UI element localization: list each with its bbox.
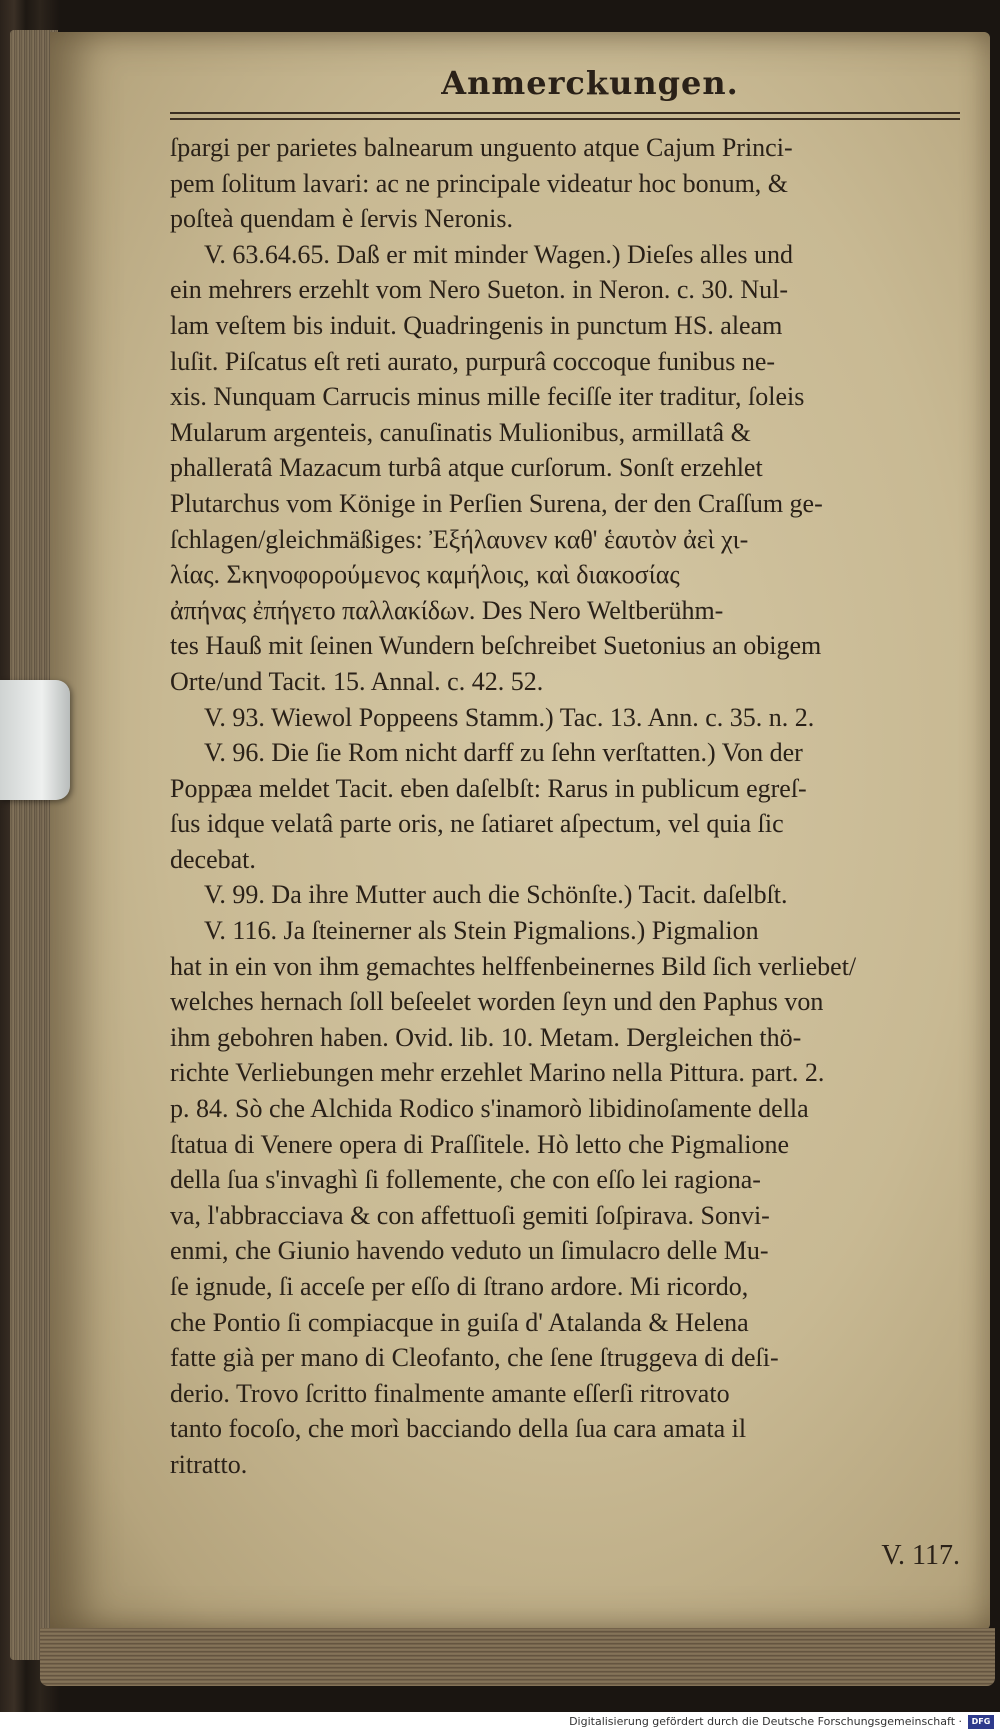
text-line: welches hernach ſoll beſeelet worden ſeyn und den Paphus von — [170, 987, 824, 1017]
text-line: V. 116. Ja ſteinerner als Stein Pigmalions.) Pigmalion — [204, 916, 759, 946]
text-line: fatte già per mano di Cleofanto, che ſene ſtruggeva di deſi- — [170, 1343, 779, 1373]
text-lines — [170, 130, 970, 1483]
text-line: va, l'abbracciava & con affettuoſi gemiti ſoſpirava. Sonvi- — [170, 1200, 770, 1230]
text-line: Poppæa meldet Tacit. eben daſelbſt: Rarus in publicum egreſ- — [170, 773, 807, 803]
header-rule — [170, 112, 960, 120]
text-line: derio. Trovo ſcritto finalmente amante eſſerſi ritrovato — [170, 1378, 730, 1408]
text-line: V. 63.64.65. Daß er mit minder Wagen.) Dieſes alles und — [204, 239, 794, 269]
text-line: ſtatua di Venere opera di Praſſitele. Hò letto che Pigmalione — [170, 1129, 789, 1159]
text-line: ſus idque velatâ parte oris, ne ſatiaret aſpectum, vel quia ſic — [170, 809, 784, 839]
text-line: xis. Nunquam Carrucis minus mille feciſſe iter traditur, ſoleis — [170, 382, 805, 412]
clip-tab — [0, 680, 70, 800]
text-line: ſpargi per parietes balnearum unguento atque Cajum Princi- — [170, 133, 793, 162]
text-line: ein mehrers erzehlt vom Nero Sueton. in Neron. c. 30. Nul- — [170, 275, 789, 305]
page-stack-bottom — [40, 1628, 995, 1686]
text-line: decebat. — [170, 844, 256, 874]
text-line: tanto focoſo, che morì bacciando della ſua cara amata il — [170, 1414, 747, 1444]
text-line: hat in ein von ihm gemachtes helffenbeinernes Bild ſich verliebet/ — [170, 951, 857, 981]
digitization-footer — [0, 1712, 1000, 1732]
text-line: Plutarchus vom Könige in Perſien Surena, der den Craſſum ge- — [170, 488, 823, 518]
catchword: V. 117. — [881, 1540, 960, 1571]
text-line: che Pontio ſi compiacque in guiſa d' Atalanda & Helena — [170, 1307, 749, 1337]
text-line: Mularum argenteis, canuſinatis Mulionibus, armillatâ & — [170, 417, 751, 447]
text-line: Orte/und Tacit. 15. Annal. c. 42. 52. — [170, 666, 544, 696]
text-line: lam veſtem bis induit. Quadringenis in punctum HS. aleam — [170, 310, 783, 340]
text-line: p. 84. Sò che Alchida Rodico s'inamorò libidinoſamente della — [170, 1094, 809, 1124]
text-line: tes Hauß mit ſeinen Wundern beſchreibet Suetonius an obigem — [170, 631, 822, 661]
text-line: poſteà quendam è ſervis Neronis. — [170, 204, 513, 234]
text-line: V. 99. Da ihre Mutter auch die Schönſte.) Tacit. daſelbſt. — [204, 880, 788, 910]
page-text — [170, 60, 970, 1483]
text-line: richte Verliebungen mehr erzehlet Marino nella Pittura. part. 2. — [170, 1058, 825, 1088]
text-line: pem ſolitum lavari: ac ne principale videatur hoc bonum, & — [170, 168, 789, 198]
footer-credit: Digitalisierung gefördert durch die Deutsche Forschungsgemeinschaft · — [569, 1715, 962, 1728]
text-line: della ſua s'invaghì ſi follemente, che con eſſo lei ragiona- — [170, 1165, 761, 1195]
text-line: enmi, che Giunio havendo veduto un ſimulacro delle Mu- — [170, 1236, 769, 1266]
running-header: Anmerckungen. — [441, 64, 739, 102]
text-line: ſchlagen/gleichmäßiges: Ἐξήλαυνεν καθ' ἑαυτὸν ἀεὶ χι- — [170, 524, 749, 554]
text-line: luſit. Piſcatus eſt reti aurato, purpurâ coccoque funibus ne- — [170, 346, 776, 376]
text-line: V. 96. Die ſie Rom nicht darff zu ſehn verſtatten.) Von der — [204, 738, 803, 768]
text-line: ihm gebohren haben. Ovid. lib. 10. Metam. Dergleichen thö- — [170, 1022, 802, 1052]
text-line: λίας. Σκηνοφορούμενος καμήλοις, καὶ διακοσίας — [170, 560, 680, 590]
text-line: phalleratâ Mazacum turbâ atque curſorum. Sonſt erzehlet — [170, 453, 763, 483]
text-line: ſe ignude, ſi acceſe per eſſo di ſtrano ardore. Mi ricordo, — [170, 1272, 749, 1301]
text-line: ritratto. — [170, 1449, 248, 1479]
text-line: ἀπήνας ἐπήγετο παλλακίδων. Des Nero Weltberühm- — [170, 595, 724, 625]
dfg-logo-icon: DFG — [968, 1715, 994, 1729]
text-line: V. 93. Wiewol Poppeens Stamm.) Tac. 13. Ann. c. 35. n. 2. — [204, 702, 815, 732]
